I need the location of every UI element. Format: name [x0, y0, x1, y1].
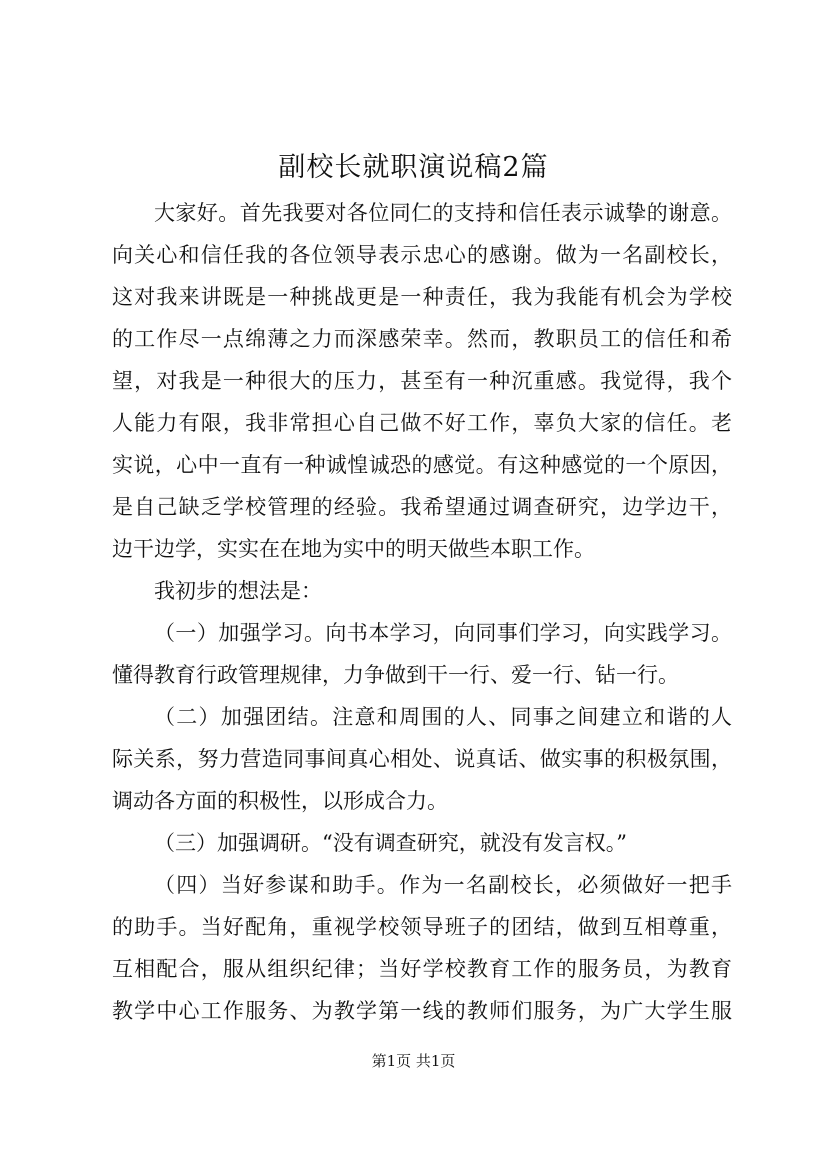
body-line: （四）当好参谋和助手。作为一名副校长，必须做好一把手: [154, 873, 732, 897]
body-line: 是自己缺乏学校管理的经验。我希望通过调查研究，边学边干，: [112, 495, 732, 519]
document-title: 副校长就职演说稿2篇: [278, 152, 549, 183]
body-line: 边干边学，实实在在地为实中的明天做些本职工作。: [112, 537, 595, 561]
body-line: 的工作尽一点绵薄之力而深感荣幸。然而，教职员工的信任和希: [112, 327, 732, 351]
body-line: （二）加强团结。注意和周围的人、同事之间建立和谐的人: [154, 705, 732, 729]
body-line: 懂得教育行政管理规律，力争做到干一行、爱一行、钻一行。: [112, 663, 679, 687]
page-footer: 第1页 共1页: [371, 1052, 456, 1070]
body-line: 望，对我是一种很大的压力，甚至有一种沉重感。我觉得，我个: [112, 369, 732, 393]
body-line: 实说，心中一直有一种诚惶诚恐的感觉。有这种感觉的一个原因，: [112, 453, 732, 477]
body-line: 的助手。当好配角，重视学校领导班子的团结，做到互相尊重，: [112, 915, 732, 939]
body-line: 这对我来讲既是一种挑战更是一种责任，我为我能有机会为学校: [112, 285, 732, 309]
body-line: 人能力有限，我非常担心自己做不好工作，辜负大家的信任。老: [112, 411, 732, 435]
body-line: （一）加强学习。向书本学习，向同事们学习，向实践学习。: [154, 621, 732, 645]
body-line: （三）加强调研。“没有调查研究，就没有发言权。”: [154, 831, 627, 855]
body-line: 际关系，努力营造同事间真心相处、说真话、做实事的积极氛围，: [112, 747, 732, 771]
body-line: 大家好。首先我要对各位同仁的支持和信任表示诚挚的谢意。: [154, 201, 732, 225]
body-line: 调动各方面的积极性，以形成合力。: [112, 789, 448, 813]
body-line: 我初步的想法是：: [154, 579, 322, 603]
body-line: 互相配合，服从组织纪律；当好学校教育工作的服务员，为教育: [112, 957, 732, 981]
body-line: 向关心和信任我的各位领导表示忠心的感谢。做为一名副校长，: [112, 243, 732, 267]
body-line: 教学中心工作服务、为教学第一线的教师们服务，为广大学生服: [112, 999, 732, 1023]
